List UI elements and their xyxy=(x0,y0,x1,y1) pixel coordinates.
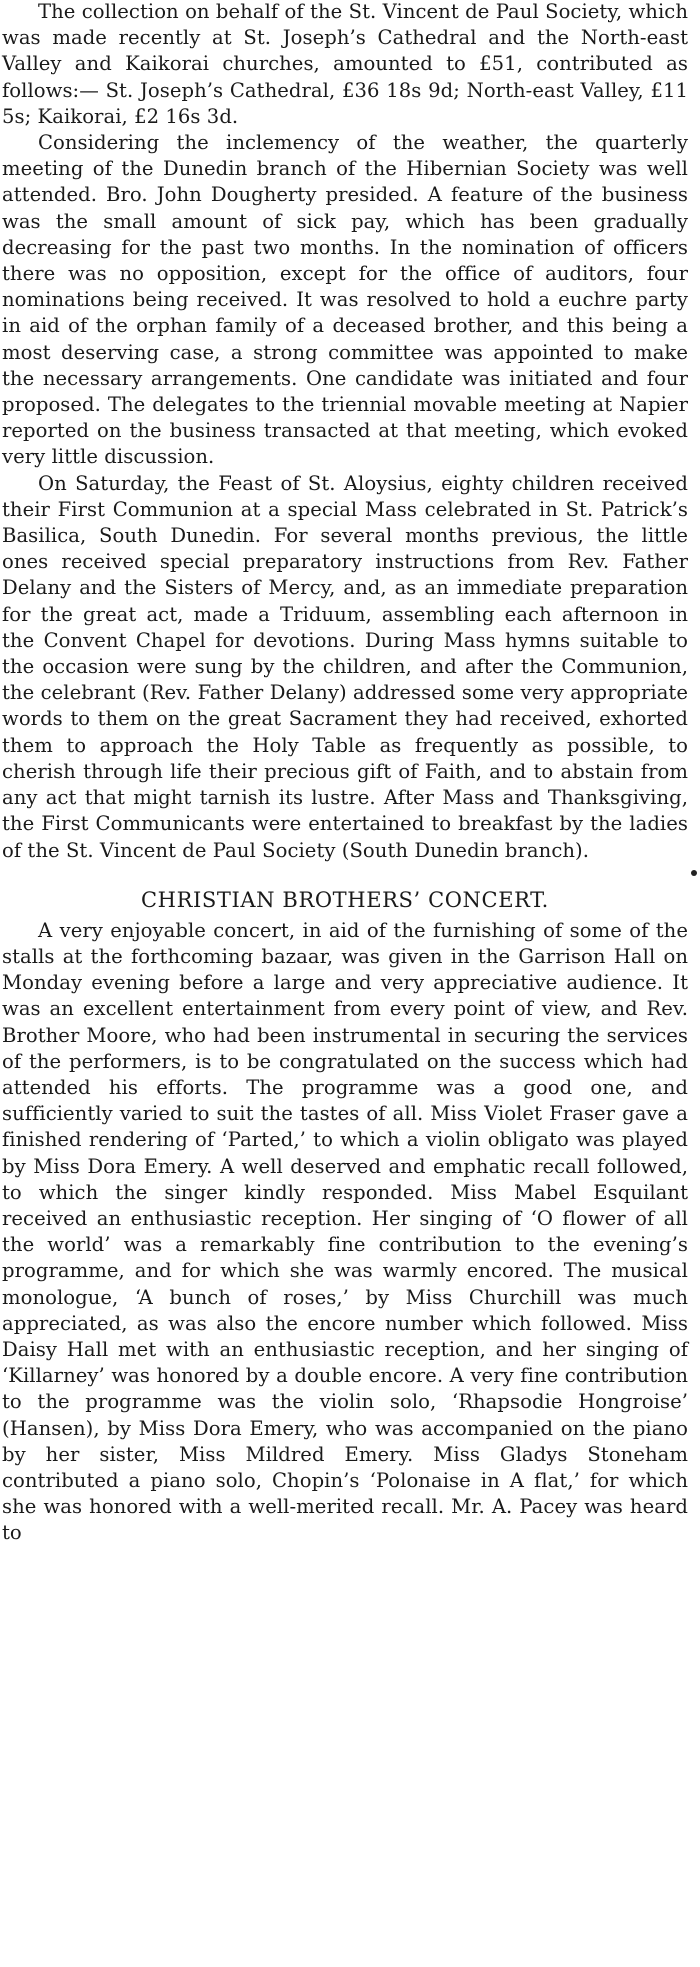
section-heading: CHRISTIAN BROTHERS’ CONCERT. xyxy=(141,887,549,912)
article-column xyxy=(2,0,688,1547)
paragraph-hibernian-society: Considering the inclemency of the weather, the quarterly meeting of the Dunedin branch of the Hibernian Society was well attended. Bro. John Dougherty presided. A feature of the business was the small amount of sick pay, which has been gradually decreasing for the past two months. In the nomination of officers there was no opposition, except for the office of auditors, four nominations being received. It was resolved to hold a euchre party in aid of the orphan family of a deceased brother, and this being a most deserving case, a strong committee was appointed to make the necessary arrangements. One candidate was initiated and four proposed. The delegates to the triennial movable meeting at Napier reported on the business transacted at that meeting, which evoked very little discussion. xyxy=(2,131,688,469)
paragraph-concert: A very enjoyable concert, in aid of the furnishing of some of the stalls at the forthcoming bazaar, was given in the Garrison Hall on Monday evening before a large and very appreciative audience. It was an excellent entertainment from every point of view, and Rev. Brother Moore, who had been instrumental in securing the services of the performers, is to be congratulated on the success which had attended his efforts. The programme was a good one, and sufficiently varied to suit the tastes of all. Miss Violet Fraser gave a finished rendering of ‘Parted,’ to which a violin obligato was played by Miss Dora Emery. A well deserved and emphatic recall followed, to which the singer kindly responded. Miss Mabel Esquilant received an enthusiastic reception. Her singing of ‘O flower of all the world’ was a remarkably fine contribution to the evening’s programme, and for which she was warmly encored. The musical monologue, ‘A bunch of roses,’ by Miss Churchill was much appreciated, as was also the encore number which followed. Miss Daisy Hall met with an enthusiastic reception, and her singing of ‘Killarney’ was honored by a double encore. A very fine contribution to the programme was the violin solo, ‘Rhapsodie Hongroise’ (Hansen), by Miss Dora Emery, who was accompanied on the piano by her sister, Miss Mildred Emery. Miss Gladys Stoneham contributed a piano solo, Chopin’s ‘Polonaise in A flat,’ for which she was honored with a well-merited recall. Mr. A. Pacey was heard to xyxy=(2,918,688,1545)
paragraph-st-vincent-collection: The collection on behalf of the St. Vincent de Paul Society, which was made recently at St. Joseph’s Cathedral and the North-east Valley and Kaikorai churches, amounted to £51, contributed as follows:— St. Joseph’s Cathedral, £36 18s 9d; North-east Valley, £11 5s; Kaikorai, £2 16s 3d. xyxy=(2,0,688,128)
margin-ink-mark xyxy=(691,870,697,876)
paragraph-first-communion: On Saturday, the Feast of St. Aloysius, eighty children received their First Communion at a special Mass celebrated in St. Patrick’s Basilica, South Dunedin. For several months previous, the little ones received special preparatory instructions from Rev. Father Delany and the Sisters of Mercy, and, as an immediate preparation for the great act, made a Triduum, assembling each afternoon in the Convent Chapel for devotions. During Mass hymns suitable to the occasion were sung by the children, and after the Communion, the celebrant (Rev. Father Delany) addressed some very appropriate words to them on the great Sacrament they had received, exhorted them to approach the Holy Table as frequently as possible, to cherish through life their precious gift of Faith, and to abstain from any act that might tarnish its lustre. After Mass and Thanksgiving, the First Communicants were entertained to breakfast by the ladies of the St. Vincent de Paul Society (South Dunedin branch). xyxy=(2,471,688,862)
